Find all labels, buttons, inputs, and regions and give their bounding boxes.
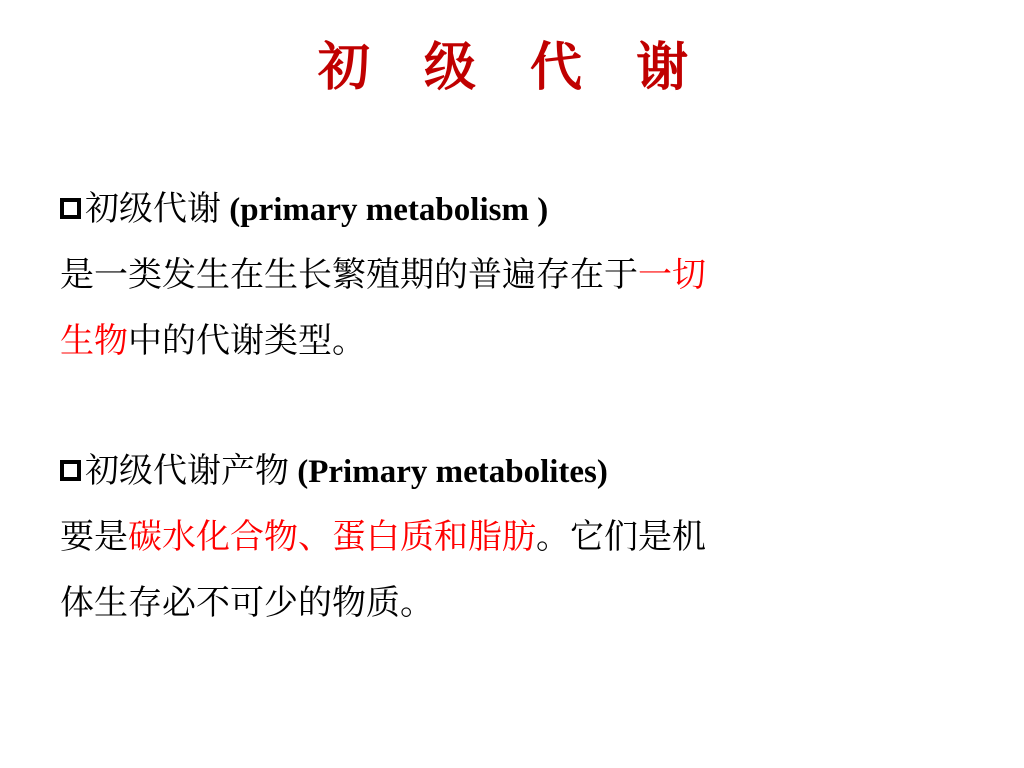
section1-line2-highlight: 一切 <box>638 255 706 295</box>
section1-line3-highlight: 生物 <box>60 321 128 361</box>
section1-heading <box>60 176 960 242</box>
section1-line3-text: 中的代谢类型。 <box>128 321 366 361</box>
slide-content <box>60 176 960 636</box>
hollow-square-bullet-icon <box>60 198 81 219</box>
section1-line2 <box>60 242 960 308</box>
slide-title: 初 级 代 谢 <box>317 38 707 98</box>
section2-heading <box>60 438 960 504</box>
section1-heading-zh: 初级代谢 <box>85 189 221 229</box>
section2-line2 <box>60 504 960 570</box>
section2-line3-text: 体生存必不可少的物质。 <box>60 583 434 623</box>
section-spacer <box>60 374 960 438</box>
section2-line3 <box>60 570 960 636</box>
section2-line2-suffix: 。它们是机 <box>536 517 706 557</box>
hollow-square-bullet-icon <box>60 460 81 481</box>
section1-heading-en: (primary metabolism ) <box>221 192 549 228</box>
section1-line2-text: 是一类发生在生长繁殖期的普遍存在于 <box>60 255 638 295</box>
section2-heading-en: (Primary metabolites) <box>289 454 608 490</box>
section2-line2-highlight: 碳水化合物、蛋白质和脂肪 <box>128 517 536 557</box>
section2-heading-zh: 初级代谢产物 <box>85 451 289 491</box>
section1-line3 <box>60 308 960 374</box>
section2-line2-prefix: 要是 <box>60 517 128 557</box>
